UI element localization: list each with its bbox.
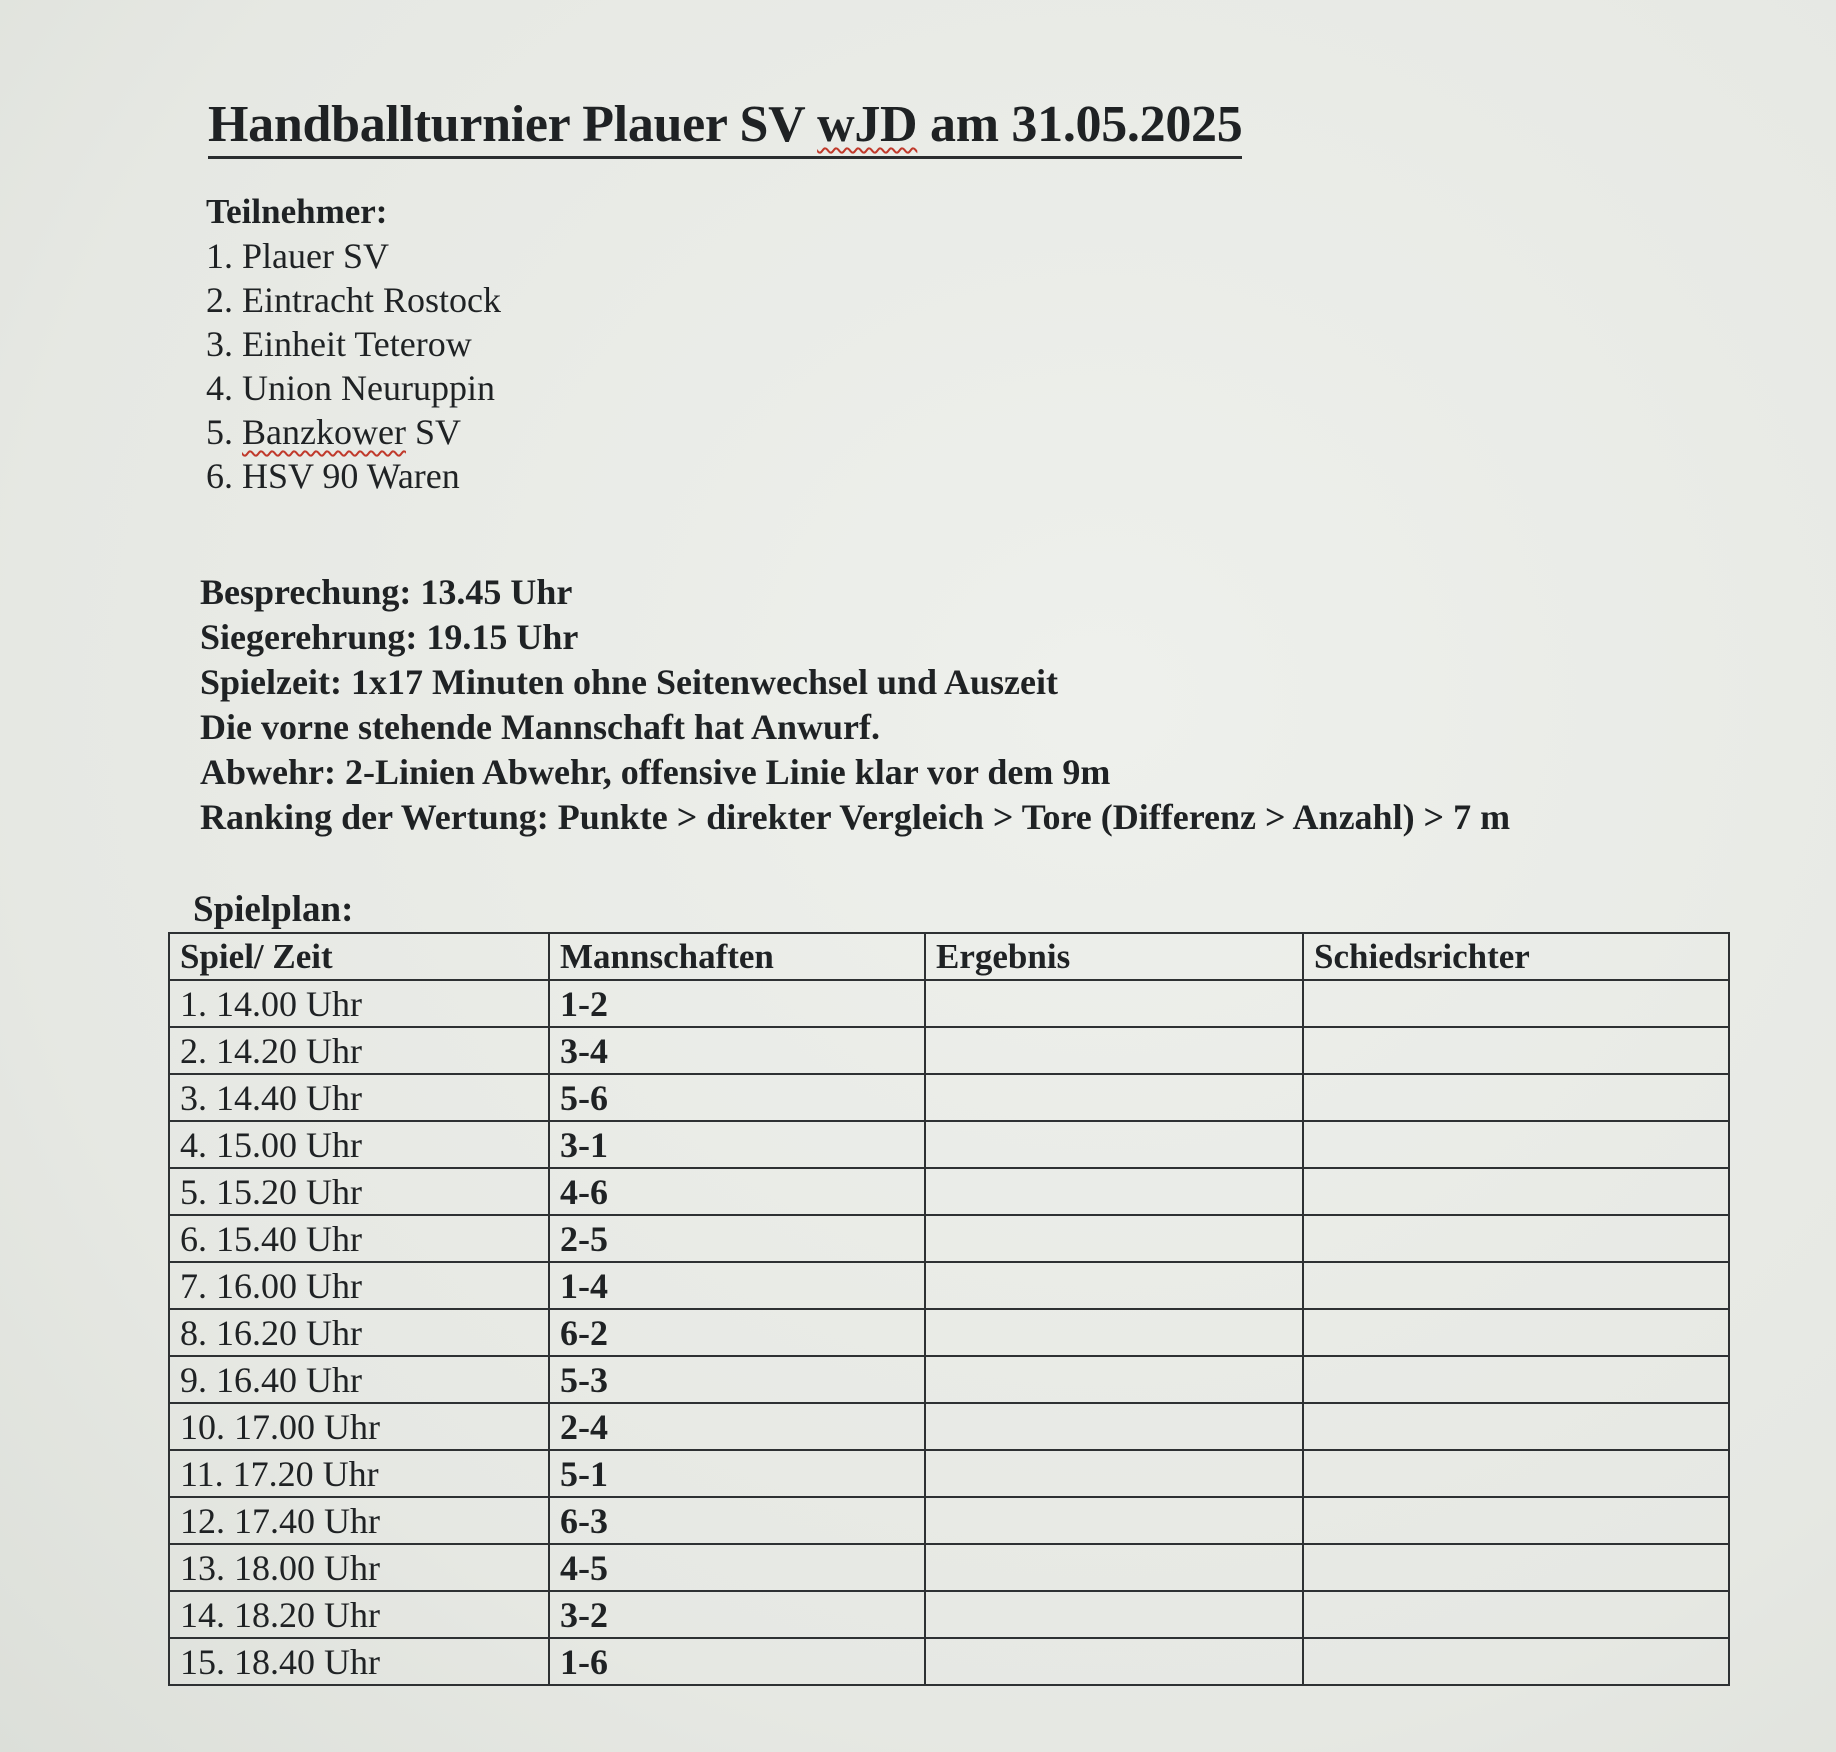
participants-heading: Teilnehmer: xyxy=(206,192,388,231)
schedule-header-row xyxy=(169,933,1729,980)
cell-teams[interactable]: 6-3 xyxy=(549,1497,925,1544)
participant-number: 6. xyxy=(206,456,242,496)
info-line-meeting[interactable]: Besprechung: 13.45 Uhr xyxy=(200,572,573,612)
cell-teams[interactable]: 1-2 xyxy=(549,980,925,1027)
participant-item[interactable] xyxy=(206,366,501,410)
schedule-table xyxy=(168,932,1730,1686)
cell-teams[interactable]: 5-3 xyxy=(549,1356,925,1403)
table-row xyxy=(169,1262,1729,1309)
title-spellcheck-word[interactable]: wJD xyxy=(817,96,918,153)
participant-item[interactable] xyxy=(206,278,501,322)
cell-result[interactable] xyxy=(925,1074,1303,1121)
cell-game-time[interactable]: 8. 16.20 Uhr xyxy=(169,1309,549,1356)
cell-teams[interactable]: 3-4 xyxy=(549,1027,925,1074)
cell-game-time[interactable]: 13. 18.00 Uhr xyxy=(169,1544,549,1591)
participant-name: Einheit Teterow xyxy=(242,324,472,364)
cell-referee[interactable] xyxy=(1303,1215,1729,1262)
cell-teams[interactable]: 3-2 xyxy=(549,1591,925,1638)
info-line-playtime[interactable]: Spielzeit: 1x17 Minuten ohne Seitenwechsel und Auszeit xyxy=(200,662,1059,702)
participant-name: Eintracht Rostock xyxy=(242,280,501,320)
cell-referee[interactable] xyxy=(1303,1309,1729,1356)
cell-referee[interactable] xyxy=(1303,1403,1729,1450)
participant-name: Union Neuruppin xyxy=(242,368,495,408)
participant-item[interactable] xyxy=(206,410,501,454)
cell-result[interactable] xyxy=(925,1027,1303,1074)
cell-result[interactable] xyxy=(925,1215,1303,1262)
table-row xyxy=(169,1591,1729,1638)
table-row xyxy=(169,1403,1729,1450)
cell-game-time[interactable]: 1. 14.00 Uhr xyxy=(169,980,549,1027)
cell-teams[interactable]: 5-1 xyxy=(549,1450,925,1497)
participant-item[interactable] xyxy=(206,234,501,278)
info-line-defense[interactable]: Abwehr: 2-Linien Abwehr, offensive Linie klar vor dem 9m xyxy=(200,752,1111,792)
table-row xyxy=(169,1450,1729,1497)
participant-number: 3. xyxy=(206,324,242,364)
cell-result[interactable] xyxy=(925,1544,1303,1591)
cell-result[interactable] xyxy=(925,1356,1303,1403)
cell-game-time[interactable]: 3. 14.40 Uhr xyxy=(169,1074,549,1121)
cell-game-time[interactable]: 4. 15.00 Uhr xyxy=(169,1121,549,1168)
cell-referee[interactable] xyxy=(1303,980,1729,1027)
title-prefix: Handballturnier Plauer SV xyxy=(208,96,818,153)
participant-number: 1. xyxy=(206,236,242,276)
table-row xyxy=(169,1309,1729,1356)
cell-result[interactable] xyxy=(925,1638,1303,1685)
cell-result[interactable] xyxy=(925,1121,1303,1168)
participant-item[interactable] xyxy=(206,454,501,498)
title-suffix: am 31.05.2025 xyxy=(917,96,1243,153)
cell-referee[interactable] xyxy=(1303,1591,1729,1638)
cell-teams[interactable]: 1-4 xyxy=(549,1262,925,1309)
cell-teams[interactable]: 4-6 xyxy=(549,1168,925,1215)
cell-game-time[interactable]: 6. 15.40 Uhr xyxy=(169,1215,549,1262)
cell-teams[interactable]: 2-5 xyxy=(549,1215,925,1262)
cell-result[interactable] xyxy=(925,1450,1303,1497)
cell-result[interactable] xyxy=(925,1497,1303,1544)
participant-name: Plauer SV xyxy=(242,236,389,276)
table-row xyxy=(169,1074,1729,1121)
table-row xyxy=(169,1356,1729,1403)
table-row xyxy=(169,1215,1729,1262)
participant-number: 5. xyxy=(206,412,242,452)
participant-name: HSV 90 Waren xyxy=(242,456,460,496)
cell-referee[interactable] xyxy=(1303,1638,1729,1685)
info-section xyxy=(200,570,1510,840)
participants-section xyxy=(206,190,501,498)
schedule-body xyxy=(169,980,1729,1685)
table-row xyxy=(169,1168,1729,1215)
cell-teams[interactable]: 6-2 xyxy=(549,1309,925,1356)
header-referee[interactable]: Schiedsrichter xyxy=(1303,933,1729,980)
info-line-ceremony[interactable]: Siegerehrung: 19.15 Uhr xyxy=(200,617,579,657)
cell-teams[interactable]: 2-4 xyxy=(549,1403,925,1450)
cell-referee[interactable] xyxy=(1303,1168,1729,1215)
cell-referee[interactable] xyxy=(1303,1356,1729,1403)
cell-referee[interactable] xyxy=(1303,1262,1729,1309)
participant-name-rest: SV xyxy=(405,412,461,452)
cell-referee[interactable] xyxy=(1303,1074,1729,1121)
cell-game-time[interactable]: 10. 17.00 Uhr xyxy=(169,1403,549,1450)
cell-game-time[interactable]: 11. 17.20 Uhr xyxy=(169,1450,549,1497)
table-row xyxy=(169,1638,1729,1685)
cell-result[interactable] xyxy=(925,1168,1303,1215)
cell-game-time[interactable]: 5. 15.20 Uhr xyxy=(169,1168,549,1215)
table-row xyxy=(169,1121,1729,1168)
table-row xyxy=(169,980,1729,1027)
cell-result[interactable] xyxy=(925,1591,1303,1638)
cell-referee[interactable] xyxy=(1303,1027,1729,1074)
cell-result[interactable] xyxy=(925,1403,1303,1450)
table-row xyxy=(169,1544,1729,1591)
cell-game-time[interactable]: 7. 16.00 Uhr xyxy=(169,1262,549,1309)
cell-teams[interactable]: 3-1 xyxy=(549,1121,925,1168)
header-game-time[interactable]: Spiel/ Zeit xyxy=(169,933,549,980)
participant-name-spellcheck-word[interactable]: Banzkower xyxy=(242,412,406,452)
participant-number: 4. xyxy=(206,368,242,408)
cell-game-time[interactable]: 12. 17.40 Uhr xyxy=(169,1497,549,1544)
cell-referee[interactable] xyxy=(1303,1544,1729,1591)
schedule-label: Spielplan: xyxy=(193,889,354,930)
cell-result[interactable] xyxy=(925,1262,1303,1309)
cell-referee[interactable] xyxy=(1303,1497,1729,1544)
table-row xyxy=(169,1027,1729,1074)
table-row xyxy=(169,1497,1729,1544)
header-result[interactable]: Ergebnis xyxy=(925,933,1303,980)
cell-teams[interactable]: 5-6 xyxy=(549,1074,925,1121)
participant-number: 2. xyxy=(206,280,242,320)
cell-game-time[interactable]: 9. 16.40 Uhr xyxy=(169,1356,549,1403)
cell-result[interactable] xyxy=(925,980,1303,1027)
cell-teams[interactable]: 4-5 xyxy=(549,1544,925,1591)
cell-game-time[interactable]: 14. 18.20 Uhr xyxy=(169,1591,549,1638)
cell-teams[interactable]: 1-6 xyxy=(549,1638,925,1685)
cell-game-time[interactable]: 15. 18.40 Uhr xyxy=(169,1638,549,1685)
participants-list xyxy=(206,234,501,498)
participant-item[interactable] xyxy=(206,322,501,366)
cell-referee[interactable] xyxy=(1303,1450,1729,1497)
cell-game-time[interactable]: 2. 14.20 Uhr xyxy=(169,1027,549,1074)
cell-referee[interactable] xyxy=(1303,1121,1729,1168)
info-line-ranking[interactable]: Ranking der Wertung: Punkte > direkter Vergleich > Tore (Differenz > Anzahl) > 7 m xyxy=(200,797,1511,837)
cell-result[interactable] xyxy=(925,1309,1303,1356)
document-title[interactable] xyxy=(208,96,1242,159)
header-teams[interactable]: Mannschaften xyxy=(549,933,925,980)
info-line-throw-off[interactable]: Die vorne stehende Mannschaft hat Anwurf. xyxy=(200,707,880,747)
